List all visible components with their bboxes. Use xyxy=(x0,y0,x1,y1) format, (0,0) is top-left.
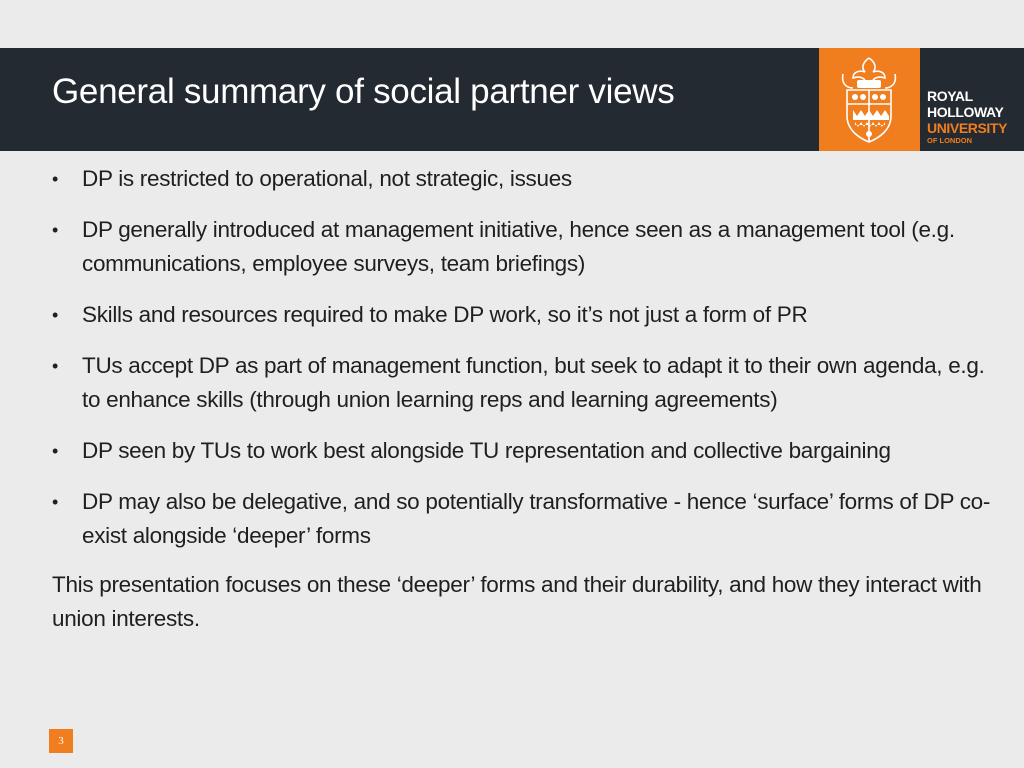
page-number-badge: 3 xyxy=(49,729,73,753)
bullet-item xyxy=(52,162,992,196)
university-logo-text xyxy=(921,48,1024,151)
bullet-text: DP is restricted to operational, not strategic, issues xyxy=(82,166,572,191)
bullet-list xyxy=(52,162,992,553)
bullet-icon: • xyxy=(52,492,59,512)
slide-content xyxy=(52,162,992,659)
logo-line-royal: ROYAL xyxy=(927,88,973,104)
logo-line-holloway: HOLLOWAY xyxy=(927,104,1004,120)
bullet-text: Skills and resources required to make DP work, so it’s not just a form of PR xyxy=(82,302,808,327)
bullet-icon: • xyxy=(52,305,59,325)
bullet-text: DP generally introduced at management initiative, hence seen as a management tool (e.g. communications, employee surveys, team briefings) xyxy=(82,217,955,276)
bullet-icon: • xyxy=(52,220,59,240)
closing-paragraph: This presentation focuses on these ‘deeper’ forms and their durability, and how they interact with union interests. xyxy=(52,572,982,631)
university-crest-icon xyxy=(833,54,905,146)
bullet-item xyxy=(52,434,992,468)
bullet-text: DP may also be delegative, and so potentially transformative - hence ‘surface’ forms of DP co-exist alongside ‘deeper’ forms xyxy=(82,489,991,548)
logo-line-of-london: OF LONDON xyxy=(927,136,972,145)
slide-title: General summary of social partner views xyxy=(52,72,675,111)
bullet-text: DP seen by TUs to work best alongside TU representation and collective bargaining xyxy=(82,438,891,463)
university-logo-crest xyxy=(819,48,920,151)
bullet-icon: • xyxy=(52,356,59,376)
bullet-icon: • xyxy=(52,441,59,461)
bullet-text: TUs accept DP as part of management function, but seek to adapt it to their own agenda, e.g. to enhance skills (through union learning reps and learning agreements) xyxy=(82,353,985,412)
logo-line-university: UNIVERSITY xyxy=(927,120,1008,136)
bullet-icon: • xyxy=(52,169,59,189)
bullet-item xyxy=(52,213,992,281)
bullet-item xyxy=(52,298,992,332)
bullet-item xyxy=(52,349,992,417)
bullet-item xyxy=(52,485,992,553)
